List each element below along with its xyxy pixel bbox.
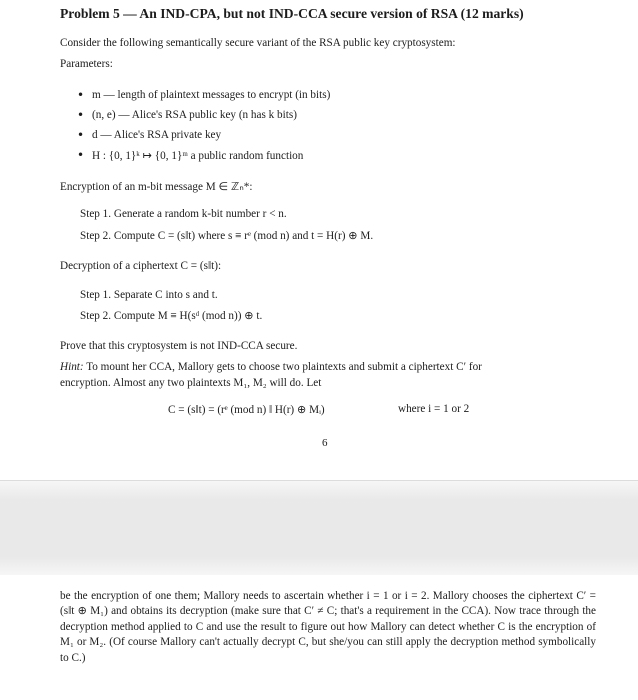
document-page-2: [0, 575, 638, 700]
prove-statement: Prove that this cryptosystem is not IND-CCA secure.: [60, 340, 298, 352]
parameter-item: m — length of plaintext messages to encrypt (in bits): [92, 89, 331, 101]
parameters-label: Parameters:: [60, 58, 113, 70]
parameter-item: (n, e) — Alice's RSA public key (n has k bits): [92, 109, 297, 121]
page-number: 6: [322, 437, 328, 449]
bullet-icon: •: [77, 108, 85, 122]
decryption-step: Step 2. Compute M ≡ H(sᵈ (mod n)) ⊕ t.: [80, 310, 263, 322]
ciphertext-equation: C = (s‖t) = (rᵉ (mod n) ‖ H(r) ⊕ Mᵢ): [168, 404, 325, 416]
bullet-icon: •: [77, 128, 85, 142]
hint-text-continued: encryption. Almost any two plaintexts M₁, M₂ will do. Let: [60, 377, 322, 389]
bullet-icon: •: [77, 148, 85, 162]
decryption-label: Decryption of a ciphertext C = (s‖t):: [60, 260, 222, 272]
encryption-step: Step 2. Compute C = (s‖t) where s ≡ rᵉ (mod n) and t = H(r) ⊕ M.: [80, 230, 374, 242]
encryption-step: Step 1. Generate a random k-bit number r < n.: [80, 208, 287, 220]
equation-condition: where i = 1 or 2: [398, 403, 470, 415]
decryption-step: Step 1. Separate C into s and t.: [80, 289, 218, 301]
bullet-icon: •: [77, 88, 85, 102]
parameter-item: H : {0, 1}ᵏ ↦ {0, 1}ᵐ a public random function: [92, 150, 304, 162]
page-separator: [0, 480, 638, 577]
hint-line: [60, 361, 482, 373]
parameter-item: d — Alice's RSA private key: [92, 129, 222, 141]
continuation-paragraph: be the encryption of one them; Mallory needs to ascertain whether i = 1 or i = 2. Mallory chooses the ciphertext C′ = (s‖t ⊕ M₁) and obtains its decryption (make sure that C′ ≠ C; that's a requirement in the CCA). Now trace through the decryption method applied to C and use the result to figure out how Mallory can detect whether C is the encryption of M₁ or M₂. (Of course Mallory can't actually decrypt C, but she/you can still apply the decryption method symbolically to C.): [60, 590, 596, 664]
intro-text: Consider the following semantically secure variant of the RSA public key cryptosystem:: [60, 37, 456, 49]
hint-text: To mount her CCA, Mallory gets to choose two plaintexts and submit a ciphertext C′ for: [86, 361, 482, 373]
hint-label: Hint:: [60, 361, 84, 373]
problem-title: Problem 5 — An IND-CPA, but not IND-CCA secure version of RSA (12 marks): [60, 6, 524, 21]
encryption-label: Encryption of an m-bit message M ∈ ℤₙ*:: [60, 181, 253, 193]
